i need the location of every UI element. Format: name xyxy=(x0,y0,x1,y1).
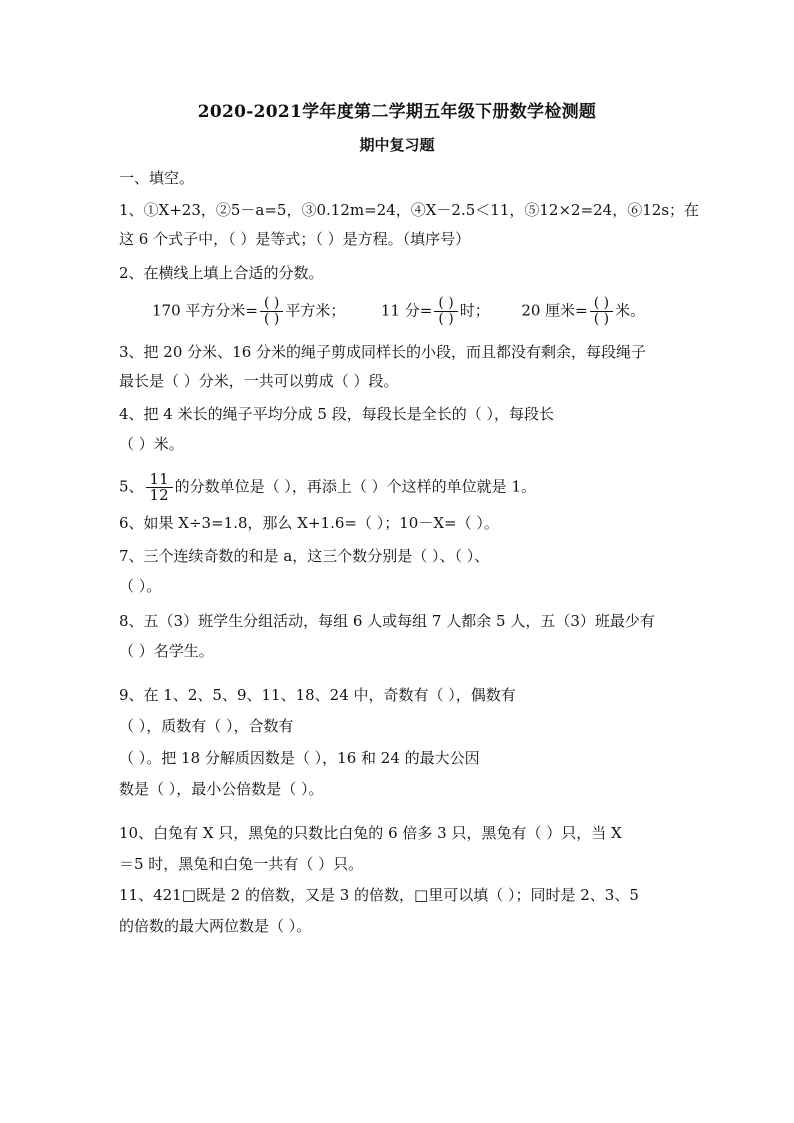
q9-line4: 数是（ ），最小公倍数是（ ）。 xyxy=(119,780,324,798)
q2b-numerator: ( ) xyxy=(434,296,457,312)
q9-line3: （ ）。把 18 分解质因数是（ ），16 和 24 的最大公因 xyxy=(119,749,480,767)
q5-denominator: 12 xyxy=(149,486,169,504)
q4-line2: （ ）米。 xyxy=(119,435,184,453)
q2a-denominator: ( ) xyxy=(263,311,280,327)
q3-line2: 最长是（ ）分米，一共可以剪成（ ）段。 xyxy=(119,372,399,390)
q2c-suffix: 米。 xyxy=(615,301,646,320)
q5-fraction xyxy=(146,472,173,503)
q2a-prefix: 170 平方分米= xyxy=(152,301,258,320)
q2c-fraction xyxy=(590,296,613,327)
section-heading: 一、填空。 xyxy=(119,169,195,187)
q2b-suffix: 时； xyxy=(459,301,490,320)
q2b-fraction xyxy=(434,296,457,327)
q7-line1: 7、三个连续奇数的和是 a，这三个数分别是（ ）、（ ）、 xyxy=(119,547,490,565)
q8-line2: （ ）名学生。 xyxy=(119,642,214,660)
q1-line1: 1、①X+23，②5－a=5，③0.12m=24，④X－2.5＜11，⑤12×2=24，⑥12s；在 xyxy=(119,201,700,219)
q2a-fraction xyxy=(260,296,283,327)
q2c-prefix: 20 厘米= xyxy=(521,301,588,320)
q10-line1: 10、白兔有 X 只，黑兔的只数比白兔的 6 倍多 3 只，黑兔有（ ）只，当 X xyxy=(119,824,622,842)
q4-line1: 4、把 4 米长的绳子平均分成 5 段，每段长是全长的（ ），每段长 xyxy=(119,405,554,423)
q11-line2: 的倍数的最大两位数是（ ）。 xyxy=(119,917,312,935)
q5-line xyxy=(119,472,536,503)
page-subtitle: 期中复习题 xyxy=(359,136,435,154)
q5-text: 的分数单位是（ ），再添上（ ）个这样的单位就是 1。 xyxy=(174,477,536,496)
q5-prefix: 5、 xyxy=(119,477,144,496)
q2b-prefix: 11 分= xyxy=(380,301,433,320)
q3-line1: 3、把 20 分米、16 分米的绳子剪成同样长的小段，而且都没有剩余，每段绳子 xyxy=(119,343,647,361)
q11-line1: 11、421□既是 2 的倍数，又是 3 的倍数，□里可以填（ ）；同时是 2、3、5 xyxy=(119,886,639,904)
q2-fraction-row xyxy=(152,296,645,327)
q9-line2: （ ），质数有（ ），合数有 xyxy=(119,717,294,735)
q2a-numerator: ( ) xyxy=(260,296,283,312)
q10-line2: ＝5 时，黑兔和白兔一共有（ ）只。 xyxy=(119,855,364,873)
q2c-numerator: ( ) xyxy=(590,296,613,312)
q2-line1: 2、在横线上填上合适的分数。 xyxy=(119,264,324,282)
q6-line1: 6、如果 X÷3=1.8，那么 X+1.6=（ ）；10－X=（ ）。 xyxy=(119,514,499,532)
q9-line1: 9、在 1、2、5、9、11、18、24 中，奇数有（ ），偶数有 xyxy=(119,686,516,704)
q8-line1: 8、五（3）班学生分组活动，每组 6 人或每组 7 人都余 5 人，五（3）班最少有 xyxy=(119,612,655,630)
q1-line2: 这 6 个式子中，（ ）是等式；（ ）是方程。（填序号） xyxy=(119,230,471,248)
q2b-denominator: ( ) xyxy=(438,311,454,327)
q5-numerator: 11 xyxy=(146,472,173,488)
q2c-denominator: ( ) xyxy=(593,311,610,327)
q7-line2: （ ）。 xyxy=(119,577,162,595)
q2a-suffix: 平方米； xyxy=(285,301,346,320)
page-title: 2020-2021学年度第二学期五年级下册数学检测题 xyxy=(197,102,597,122)
